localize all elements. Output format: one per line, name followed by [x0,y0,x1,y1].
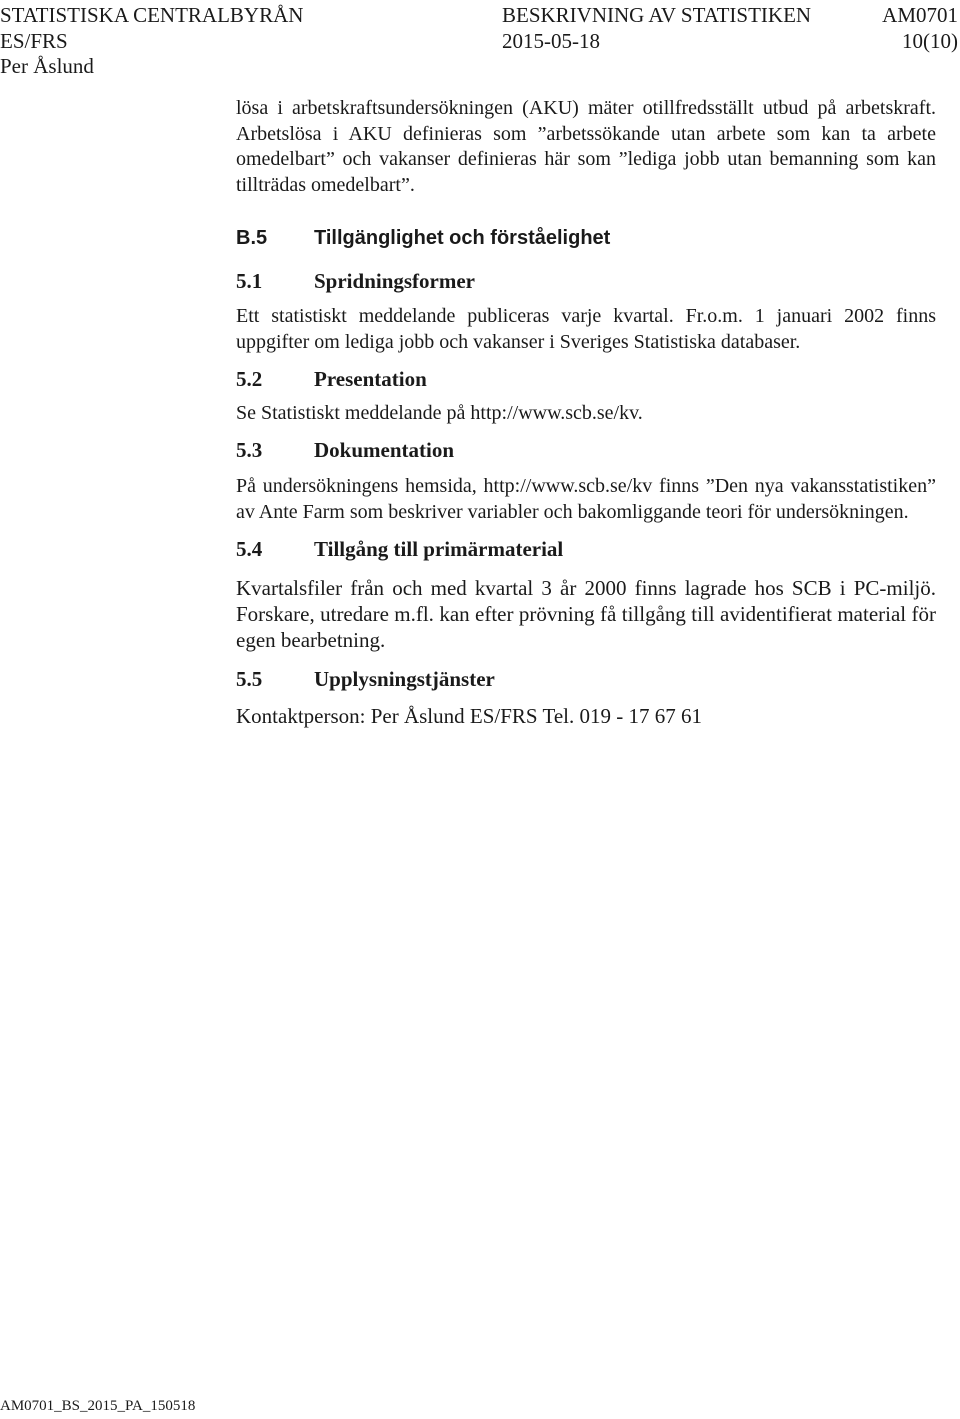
section-title: Dokumentation [314,438,455,463]
unit-name: ES/FRS [0,29,68,53]
section-5-3-text: På undersökningens hemsida, http://www.scb.se/kv finns ”Den nya vakansstatistiken” av Ante Farm som beskriver variabler och bakomliggande teori för undersökningen. [236,475,936,523]
header-row-1 [0,2,960,28]
agency-name: STATISTISKA CENTRALBYRÅN [0,3,304,27]
section-5-4-heading [236,535,936,563]
section-b5-number: B.5 [236,227,268,250]
section-title: Spridningsformer [314,269,476,294]
section-title: Tillgång till primärmaterial [314,537,564,562]
section-5-5-text: Kontaktperson: Per Åslund ES/FRS Tel. 019 - 17 67 61 [236,704,702,729]
document-date: 2015-05-18 [502,29,600,53]
section-number: 5.1 [236,269,263,294]
section-number: 5.5 [236,667,263,692]
section-5-3-heading [236,436,936,464]
footer-document-id: AM0701_BS_2015_PA_150518 [0,1398,196,1414]
header-row-3 [0,53,960,79]
section-5-5-heading [236,665,936,693]
section-number: 5.3 [236,438,263,463]
header-row-2 [0,28,960,54]
section-b5-title: Tillgänglighet och förståelighet [314,227,611,250]
document-body [236,96,936,729]
section-5-2-text: Se Statistiskt meddelande på http://www.scb.se/kv. [236,401,643,424]
section-title: Presentation [314,366,427,391]
section-b5-heading [236,224,936,252]
section-5-2-heading [236,365,936,393]
section-5-1-heading [236,267,936,295]
section-5-1-text: Ett statistiskt meddelande publiceras varje kvartal. Fr.o.m. 1 januari 2002 finns uppgifter om lediga jobb och vakanser i Sveriges Statistiska databaser. [236,305,936,353]
intro-paragraph: lösa i arbetskraftsundersökningen (AKU) mäter otillfredsställt utbud på arbetskraft. Arbetslösa i AKU definieras som ”arbetssökande utan arbete som kan ta arbete omedelbart” och vakanser definieras här som ”lediga jobb utan bemanning som kan tillträdas omedelbart”. [236,97,936,196]
section-number: 5.4 [236,537,263,562]
section-5-4-text: Kvartalsfiler från och med kvartal 3 år 2000 finns lagrade hos SCB i PC-miljö. Forskare, utredare m.fl. kan efter prövning få tillgång till avidentifierat material för egen bearbetning. [236,576,936,653]
document-type: BESKRIVNING AV STATISTIKEN [502,3,812,27]
section-title: Upplysningstjänster [314,667,495,692]
section-number: 5.2 [236,366,263,391]
author-name: Per Åslund [0,54,94,78]
document-code: AM0701 [882,3,958,27]
page-number: 10(10) [902,29,958,53]
